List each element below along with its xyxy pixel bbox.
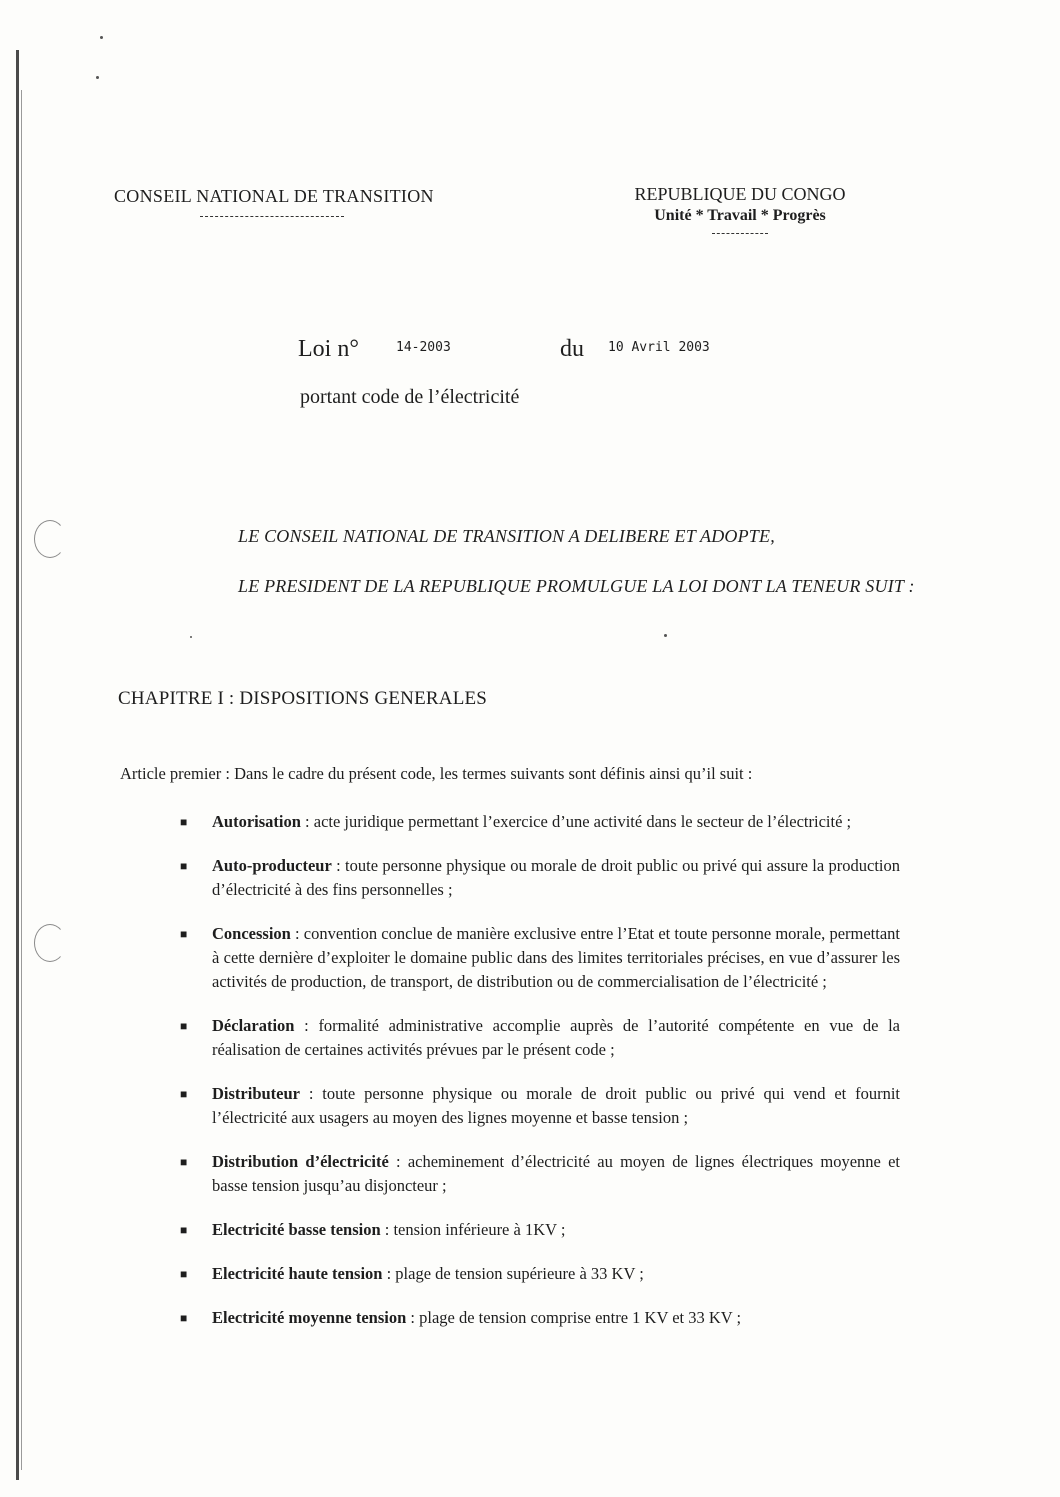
bullet-icon: ■ — [180, 1223, 188, 1237]
definition-item — [180, 1218, 900, 1242]
country-title: REPUBLIQUE DU CONGO — [634, 184, 846, 204]
scan-binding-edge — [16, 50, 19, 1480]
definitions-list — [180, 810, 900, 1350]
issuing-body-title: CONSEIL NATIONAL DE TRANSITION — [114, 186, 434, 206]
punch-hole — [34, 520, 66, 558]
definition-term: Autorisation — [212, 812, 301, 831]
definition-term: Déclaration — [212, 1016, 295, 1035]
definition-term: Concession — [212, 924, 291, 943]
definition-term: Electricité basse tension — [212, 1220, 381, 1239]
law-number: 14-2003 — [396, 340, 451, 355]
bullet-icon: ■ — [180, 815, 188, 829]
bullet-icon: ■ — [180, 1019, 188, 1033]
preamble-promulgation: LE PRESIDENT DE LA REPUBLIQUE PROMULGUE LA LOI DONT LA TENEUR SUIT : — [238, 576, 915, 596]
definition-text: : toute personne physique ou morale de droit public ou privé qui assure la production d’électricité à des fins personnelles ; — [212, 856, 900, 899]
bullet-icon: ■ — [180, 1311, 188, 1325]
law-date: 10 Avril 2003 — [608, 340, 710, 355]
definition-item — [180, 1082, 900, 1130]
scan-speck — [664, 634, 667, 637]
header-right — [600, 184, 880, 234]
scan-speck — [190, 636, 192, 638]
definition-text: : plage de tension supérieure à 33 KV ; — [382, 1264, 644, 1283]
definition-text: : convention conclue de manière exclusive entre l’Etat et toute personne morale, permettant à cette dernière d’exploiter le domaine public dans des limites territoriales précises, en vue d’assurer les activités de production, de transport, de distribution ou de commercialisation de l’électricité ; — [212, 924, 900, 991]
header-left-separator — [200, 216, 344, 217]
law-prefix: Loi n° — [298, 336, 359, 362]
law-subtitle: portant code de l’électricité — [300, 386, 520, 408]
bullet-icon: ■ — [180, 1087, 188, 1101]
bullet-icon: ■ — [180, 859, 188, 873]
definition-term: Auto-producteur — [212, 856, 332, 875]
definition-text: : acte juridique permettant l’exercice d’une activité dans le secteur de l’électricité ; — [300, 812, 852, 831]
bullet-icon: ■ — [180, 1267, 188, 1281]
national-motto: Unité * Travail * Progrès — [654, 207, 826, 224]
definition-term: Electricité moyenne tension — [212, 1308, 407, 1327]
header-left — [114, 186, 504, 207]
definition-term: Distribution d’électricité — [212, 1152, 389, 1171]
definition-text: : formalité administrative accomplie auprès de l’autorité compétente en vue de la réalisation de certaines activités prévues par le présent code ; — [212, 1016, 900, 1059]
definition-term: Electricité haute tension — [212, 1264, 383, 1283]
definition-text: : toute personne physique ou morale de droit public ou privé qui vend et fournit l’électricité aux usagers au moyen des lignes moyenne et basse tension ; — [212, 1084, 900, 1127]
scan-binding-edge-shadow — [21, 90, 22, 1470]
chapter-heading: CHAPITRE I : DISPOSITIONS GENERALES — [118, 688, 488, 709]
definition-text: : acheminement d’électricité au moyen de lignes électriques moyenne et basse tension jusqu’au disjoncteur ; — [212, 1152, 900, 1195]
definition-item — [180, 1306, 900, 1330]
definition-text: : plage de tension comprise entre 1 KV et 33 KV ; — [406, 1308, 742, 1327]
definition-item — [180, 854, 900, 902]
bullet-icon: ■ — [180, 927, 188, 941]
definition-item — [180, 810, 900, 834]
definition-item — [180, 922, 900, 994]
definition-term: Distributeur — [212, 1084, 300, 1103]
preamble-adoption: LE CONSEIL NATIONAL DE TRANSITION A DELIBERE ET ADOPTE, — [238, 526, 775, 546]
header-right-separator — [712, 233, 768, 234]
definition-item — [180, 1262, 900, 1286]
scan-speck — [96, 76, 99, 79]
bullet-icon: ■ — [180, 1155, 188, 1169]
definition-item — [180, 1014, 900, 1062]
law-du: du — [560, 336, 584, 362]
definition-text: : tension inférieure à 1KV ; — [380, 1220, 566, 1239]
definition-item — [180, 1150, 900, 1198]
punch-hole — [34, 924, 66, 962]
article-intro: Article premier : Dans le cadre du présent code, les termes suivants sont définis ainsi qu’il suit : — [120, 764, 753, 783]
scan-speck — [100, 36, 103, 39]
